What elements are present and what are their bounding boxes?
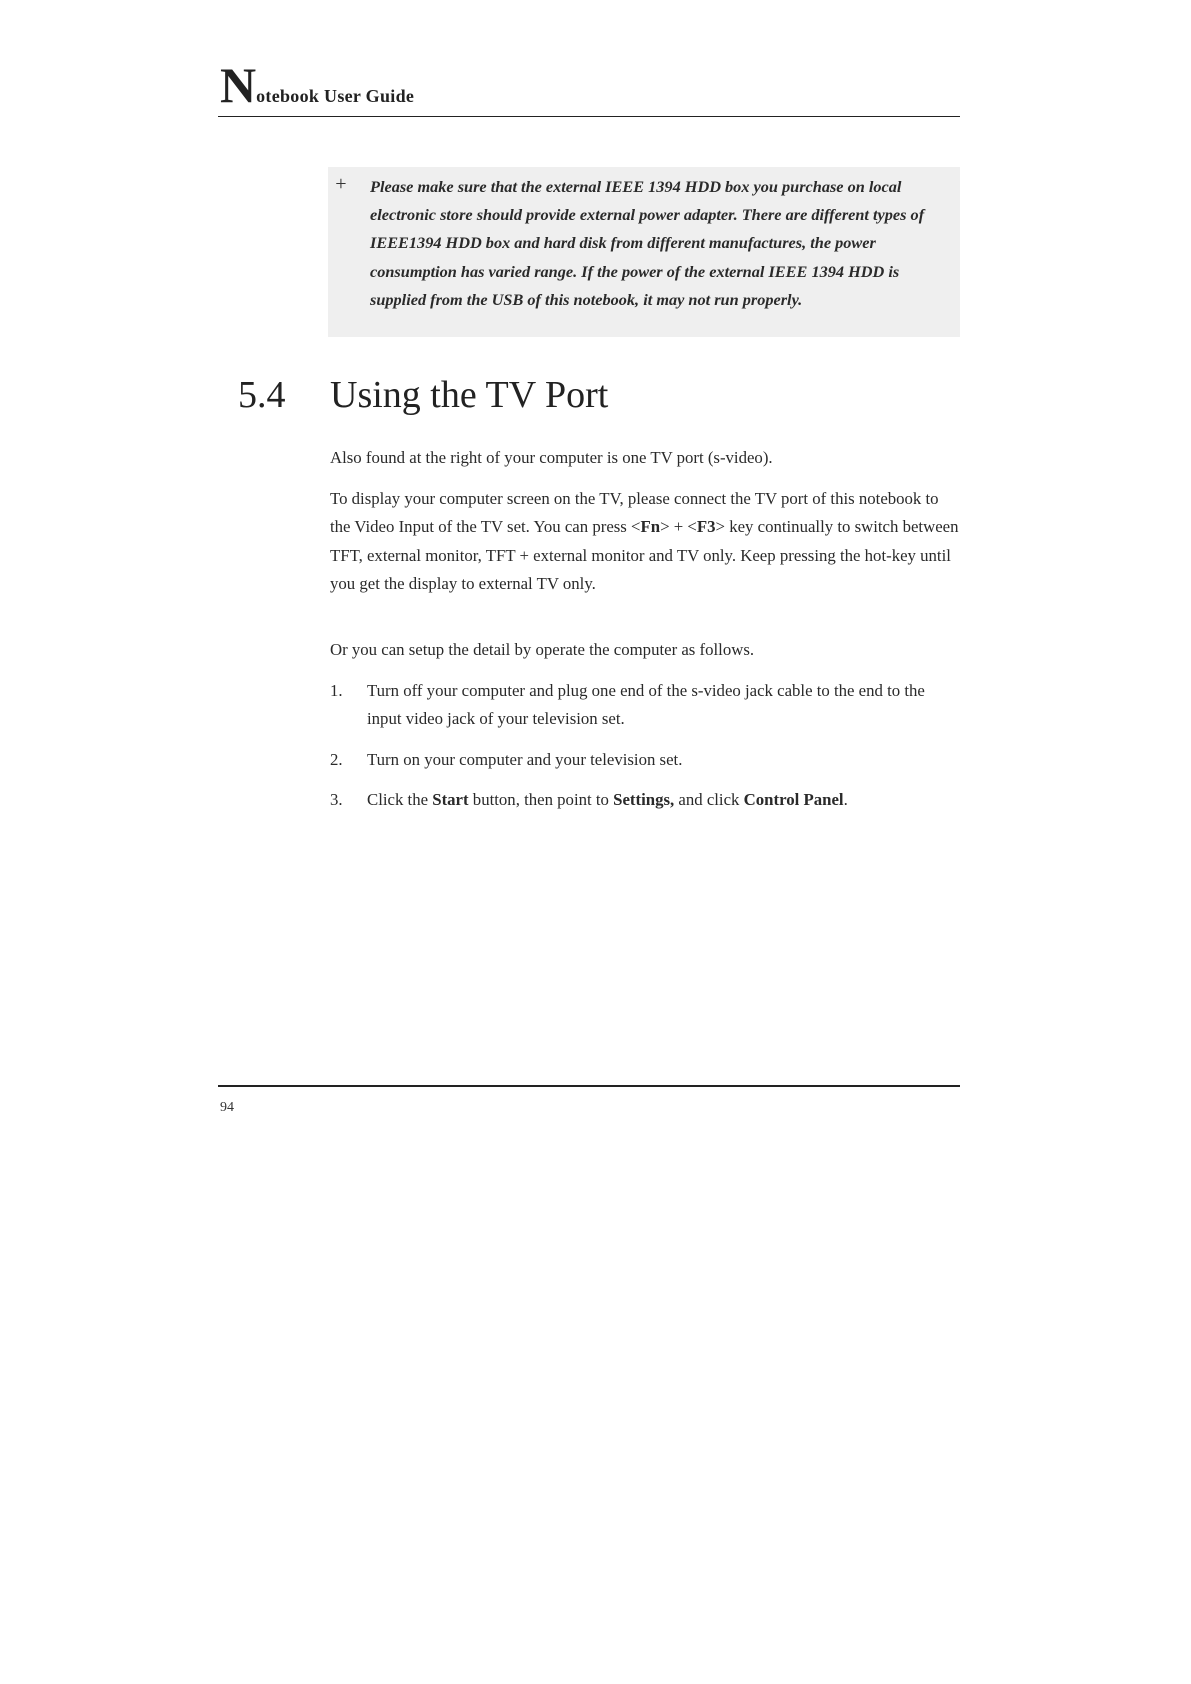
list-text: Turn off your computer and plug one end of the s-video jack cable to the end to the input video jack of your television set. [367, 681, 925, 729]
list-number: 1. [330, 681, 343, 700]
list-text [367, 786, 960, 814]
start-term: Start [432, 790, 469, 809]
header-title [220, 57, 415, 113]
step3-text-2: button, then point to [468, 790, 614, 809]
p2-text-1: To display your computer screen on the TV, please connect the TV port of this notebook to the Video Input of the TV set. You can press < [330, 489, 939, 537]
settings-term: Settings, [613, 790, 675, 809]
step3-text-4: . [843, 790, 848, 809]
note-box [328, 167, 960, 337]
note-text: Please make sure that the external IEEE 1394 HDD box you purchase on local electronic store should provide external power adapter. There are different types of IEEE1394 HDD box and hard disk from different manufactures, the power consumption has varied range. If the power of the external IEEE 1394 HDD is supplied from the USB of this notebook, it may not run properly. [370, 177, 925, 309]
page-number: 94 [220, 1100, 234, 1115]
step3-text-1: Click the [367, 790, 433, 809]
f3-key: F3 [696, 517, 716, 537]
list-text: Turn on your computer and your television set. [367, 750, 683, 769]
paragraph-tv-display-instructions [330, 485, 960, 598]
header-initial: N [220, 57, 257, 113]
paragraph-tv-port-location: Also found at the right of your computer is one TV port (s-video). [330, 448, 773, 467]
list-number: 2. [330, 750, 343, 769]
p2-text-2: > + < [660, 517, 697, 537]
section-number: 5.4 [238, 374, 286, 416]
footer-rule [218, 1085, 960, 1087]
paragraph-setup-intro: Or you can setup the detail by operate the computer as follows. [330, 640, 755, 659]
section-title: Using the TV Port [330, 374, 609, 416]
list-number: 3. [330, 790, 343, 809]
p2-text-3: > key continually to switch between TFT, external monitor, TFT + external monitor and TV only. Keep pressing the hot-key until you get the display to external TV only. [330, 517, 959, 593]
page-header [218, 58, 960, 117]
step3-text-3: and click [674, 790, 744, 809]
fn-key: Fn [640, 517, 661, 537]
control-panel-term: Control Panel [743, 790, 844, 809]
note-bullet: + [334, 173, 348, 195]
header-rest: otebook User Guide [256, 86, 415, 106]
